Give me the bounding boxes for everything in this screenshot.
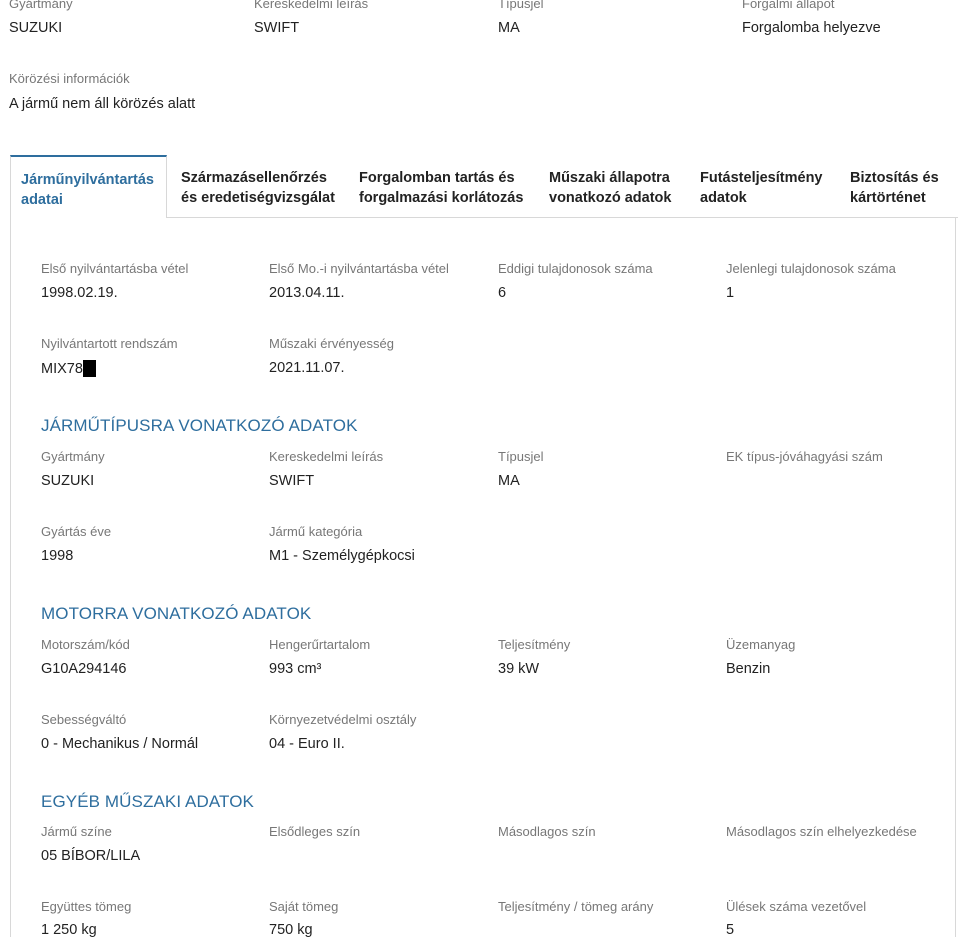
tab-registration[interactable]: Járműnyilvántartás adatai bbox=[10, 155, 167, 218]
plate-value: MIX78 bbox=[41, 360, 96, 377]
category-label: Jármű kategória bbox=[269, 524, 363, 539]
owners-current-label: Jelenlegi tulajdonosok száma bbox=[726, 261, 896, 276]
gross-weight-value: 1 250 kg bbox=[41, 922, 97, 937]
secondary-color-pos-label: Másodlagos szín elhelyezkedése bbox=[726, 824, 917, 839]
power-weight-label: Teljesítmény / tömeg arány bbox=[498, 899, 654, 914]
model-value: SWIFT bbox=[254, 20, 300, 36]
tab-technical-condition[interactable]: Műszaki állapotra vonatkozó adatok bbox=[549, 170, 672, 206]
emission-label: Környezetvédelmi osztály bbox=[269, 712, 417, 727]
traffic-status-label: Forgalmi állapot bbox=[742, 0, 835, 11]
make-label: Gyártmány bbox=[9, 0, 73, 11]
tab-origin-check[interactable]: Származásellenőrzés és eredetiségvizsgálat bbox=[181, 170, 335, 206]
fuel-value: Benzin bbox=[726, 661, 771, 677]
vt-make-label: Gyártmány bbox=[41, 449, 105, 464]
owners-total-label: Eddigi tulajdonosok száma bbox=[498, 261, 653, 276]
inspection-value: 2021.11.07. bbox=[269, 360, 345, 376]
vehicle-type-heading: JÁRMŰTÍPUSRA VONATKOZÓ ADATOK bbox=[41, 416, 358, 435]
other-technical-heading: EGYÉB MŰSZAKI ADATOK bbox=[41, 792, 254, 811]
year-label: Gyártás éve bbox=[41, 524, 112, 539]
emission-value: 04 - Euro II. bbox=[269, 736, 345, 752]
model-label: Kereskedelmi leírás bbox=[254, 0, 369, 11]
displacement-value: 993 cm³ bbox=[269, 661, 322, 677]
wanted-value: A jármű nem áll körözés alatt bbox=[9, 96, 196, 112]
displacement-label: Hengerűrtartalom bbox=[269, 637, 371, 652]
vt-type-value: MA bbox=[498, 473, 520, 489]
owners-current-value: 1 bbox=[726, 285, 735, 301]
type-value: MA bbox=[498, 20, 520, 36]
engine-heading: MOTORRA VONATKOZÓ ADATOK bbox=[41, 604, 312, 623]
own-weight-value: 750 kg bbox=[269, 922, 313, 937]
first-reg-value: 1998.02.19. bbox=[41, 285, 118, 301]
inspection-label: Műszaki érvényesség bbox=[269, 336, 394, 351]
gearbox-value: 0 - Mechanikus / Normál bbox=[41, 736, 199, 752]
ek-approval-label: EK típus-jóváhagyási szám bbox=[726, 449, 883, 464]
own-weight-label: Saját tömeg bbox=[269, 899, 339, 914]
plate-label: Nyilvántartott rendszám bbox=[41, 336, 178, 351]
power-value: 39 kW bbox=[498, 661, 540, 677]
primary-color-label: Elsődleges szín bbox=[269, 824, 361, 839]
tab-mileage[interactable]: Futásteljesítmény adatok bbox=[700, 170, 823, 206]
first-reg-label: Első nyilvántartásba vétel bbox=[41, 261, 189, 276]
owners-total-value: 6 bbox=[498, 285, 507, 301]
vt-make-value: SUZUKI bbox=[41, 473, 95, 489]
fuel-label: Üzemanyag bbox=[726, 637, 796, 652]
vt-type-label: Típusjel bbox=[498, 449, 544, 464]
seats-value: 5 bbox=[726, 922, 735, 937]
redaction-block bbox=[83, 360, 96, 377]
gearbox-label: Sebességváltó bbox=[41, 712, 127, 727]
engine-code-label: Motorszám/kód bbox=[41, 637, 130, 652]
wanted-label: Körözési információk bbox=[9, 71, 130, 86]
secondary-color-label: Másodlagos szín bbox=[498, 824, 596, 839]
traffic-status-value: Forgalomba helyezve bbox=[742, 20, 881, 36]
gross-weight-label: Együttes tömeg bbox=[41, 899, 132, 914]
tab-traffic-restrictions[interactable]: Forgalomban tartás és forgalmazási korlátozás bbox=[359, 170, 524, 206]
color-value: 05 BÍBOR/LILA bbox=[41, 848, 141, 864]
category-value: M1 - Személygépkocsi bbox=[269, 548, 415, 564]
make-value: SUZUKI bbox=[9, 20, 63, 36]
first-hu-reg-label: Első Mo.-i nyilvántartásba vétel bbox=[269, 261, 449, 276]
vt-model-value: SWIFT bbox=[269, 473, 315, 489]
vt-model-label: Kereskedelmi leírás bbox=[269, 449, 384, 464]
year-value: 1998 bbox=[41, 548, 74, 564]
first-hu-reg-value: 2013.04.11. bbox=[269, 285, 345, 301]
engine-code-value: G10A294146 bbox=[41, 661, 127, 677]
type-label: Típusjel bbox=[498, 0, 544, 11]
tab-bar bbox=[10, 155, 958, 218]
color-label: Jármű színe bbox=[41, 824, 112, 839]
seats-label: Ülések száma vezetővel bbox=[726, 899, 867, 914]
tab-insurance[interactable]: Biztosítás és kártörténet bbox=[850, 170, 939, 206]
power-label: Teljesítmény bbox=[498, 637, 571, 652]
